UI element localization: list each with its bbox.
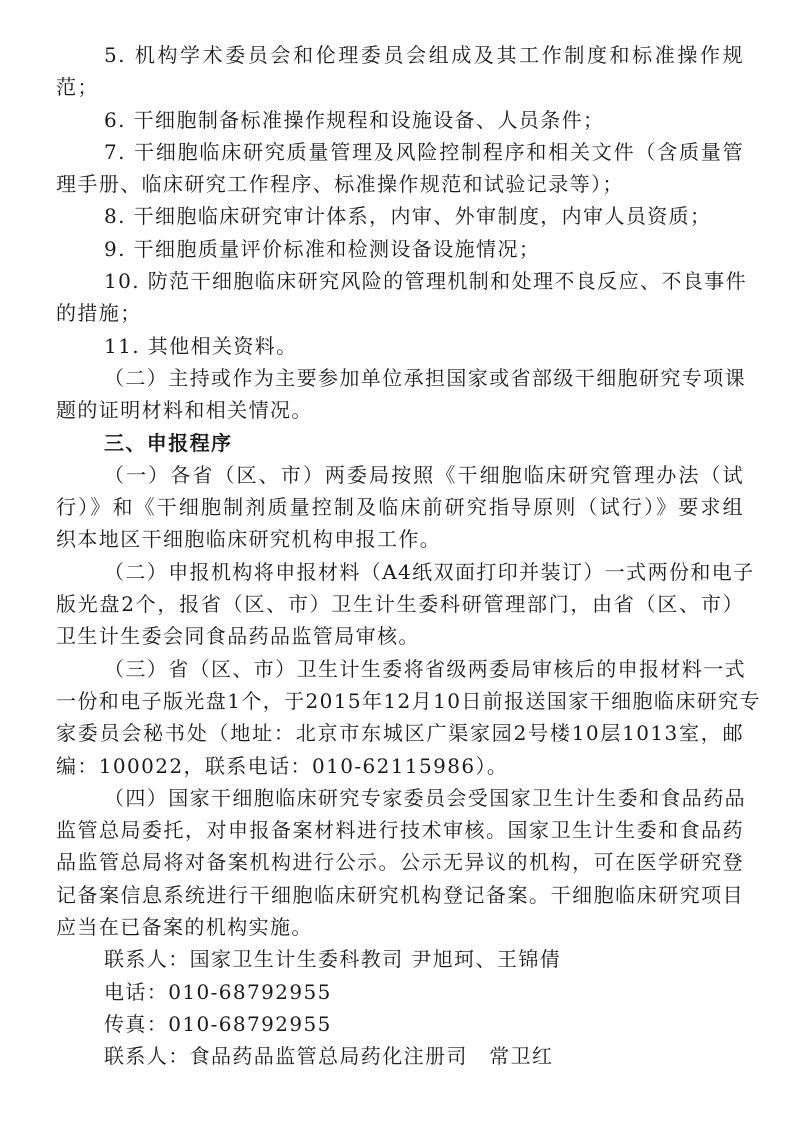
list-item-8: 8. 干细胞临床研究审计体系，内审、外审制度，内审人员资质；	[104, 204, 712, 229]
procedure-4-line-4: 记备案信息系统进行干细胞临床研究机构登记备案。干细胞临床研究项目	[56, 882, 744, 907]
paragraph-2: （二）主持或作为主要参加单位承担国家或省部级干细胞研究专项课	[104, 365, 746, 390]
list-item-11: 11. 其他相关资料。	[104, 333, 298, 358]
procedure-1-line-3: 织本地区干细胞临床研究机构申报工作。	[56, 527, 442, 552]
procedure-2-line-3: 卫生计生委会同食品药品监管局审核。	[56, 624, 420, 649]
procedure-3-line-2: 一份和电子版光盘1个，于2015年12月10日前报送国家干细胞临床研究专	[56, 688, 761, 713]
list-item-5-continued: 范；	[56, 75, 99, 100]
contact-fax: 传真：010-68792955	[104, 1011, 332, 1036]
procedure-4-line-5: 应当在已备案的机构实施。	[56, 915, 313, 940]
procedure-4-line-2: 监管总局委托，对申报备案材料进行技术审核。国家卫生计生委和食品药	[56, 818, 744, 843]
procedure-3-line-4: 编：100022，联系电话：010-62115986）。	[56, 753, 509, 778]
procedure-2: （二）申报机构将申报材料（A4纸双面打印并装订）一式两份和电子	[104, 559, 755, 584]
list-item-6: 6. 干细胞制备标准操作规程和设施设备、人员条件；	[104, 107, 605, 132]
list-item-7-continued: 理手册、临床研究工作程序、标准操作规范和试验记录等）；	[56, 172, 624, 197]
document-body	[56, 39, 761, 1073]
list-item-10: 10. 防范干细胞临床研究风险的管理机制和处理不良反应、不良事件	[104, 269, 747, 294]
contact-phone: 电话：010-68792955	[104, 979, 332, 1004]
contact-person-2: 联系人：食品药品监管总局药化注册司 常卫红	[104, 1044, 554, 1069]
list-item-7: 7. 干细胞临床研究质量管理及风险控制程序和相关文件（含质量管	[104, 139, 744, 164]
procedure-1-line-2: 行）》和《干细胞制剂质量控制及临床前研究指导原则（试行）》要求组	[56, 495, 744, 520]
list-item-9: 9. 干细胞质量评价标准和检测设备设施情况；	[104, 236, 541, 261]
list-item-10-continued: 的措施；	[56, 301, 142, 326]
procedure-3-line-3: 家委员会秘书处（地址：北京市东城区广渠家园2号楼10层1013室，邮	[56, 721, 744, 746]
procedure-2-line-2: 版光盘2个，报省（区、市）卫生计生委科研管理部门，由省（区、市）	[56, 592, 744, 617]
list-item-5: 5. 机构学术委员会和伦理委员会组成及其工作制度和标准操作规	[104, 43, 744, 67]
procedure-4: （四）国家干细胞临床研究专家委员会受国家卫生计生委和食品药品	[104, 785, 746, 810]
contact-person-1: 联系人：国家卫生计生委科教司 尹旭珂、王锦倩	[104, 947, 562, 972]
procedure-4-line-3: 品监管总局将对备案机构进行公示。公示无异议的机构，可在医学研究登	[56, 850, 744, 875]
paragraph-2-continued: 题的证明材料和相关情况。	[56, 398, 313, 423]
section-heading: 三、申报程序	[104, 430, 233, 455]
procedure-3: （三）省（区、市）卫生计生委将省级两委局审核后的申报材料一式	[104, 656, 746, 681]
procedure-1: （一）各省（区、市）两委局按照《干细胞临床研究管理办法（试	[104, 462, 744, 487]
